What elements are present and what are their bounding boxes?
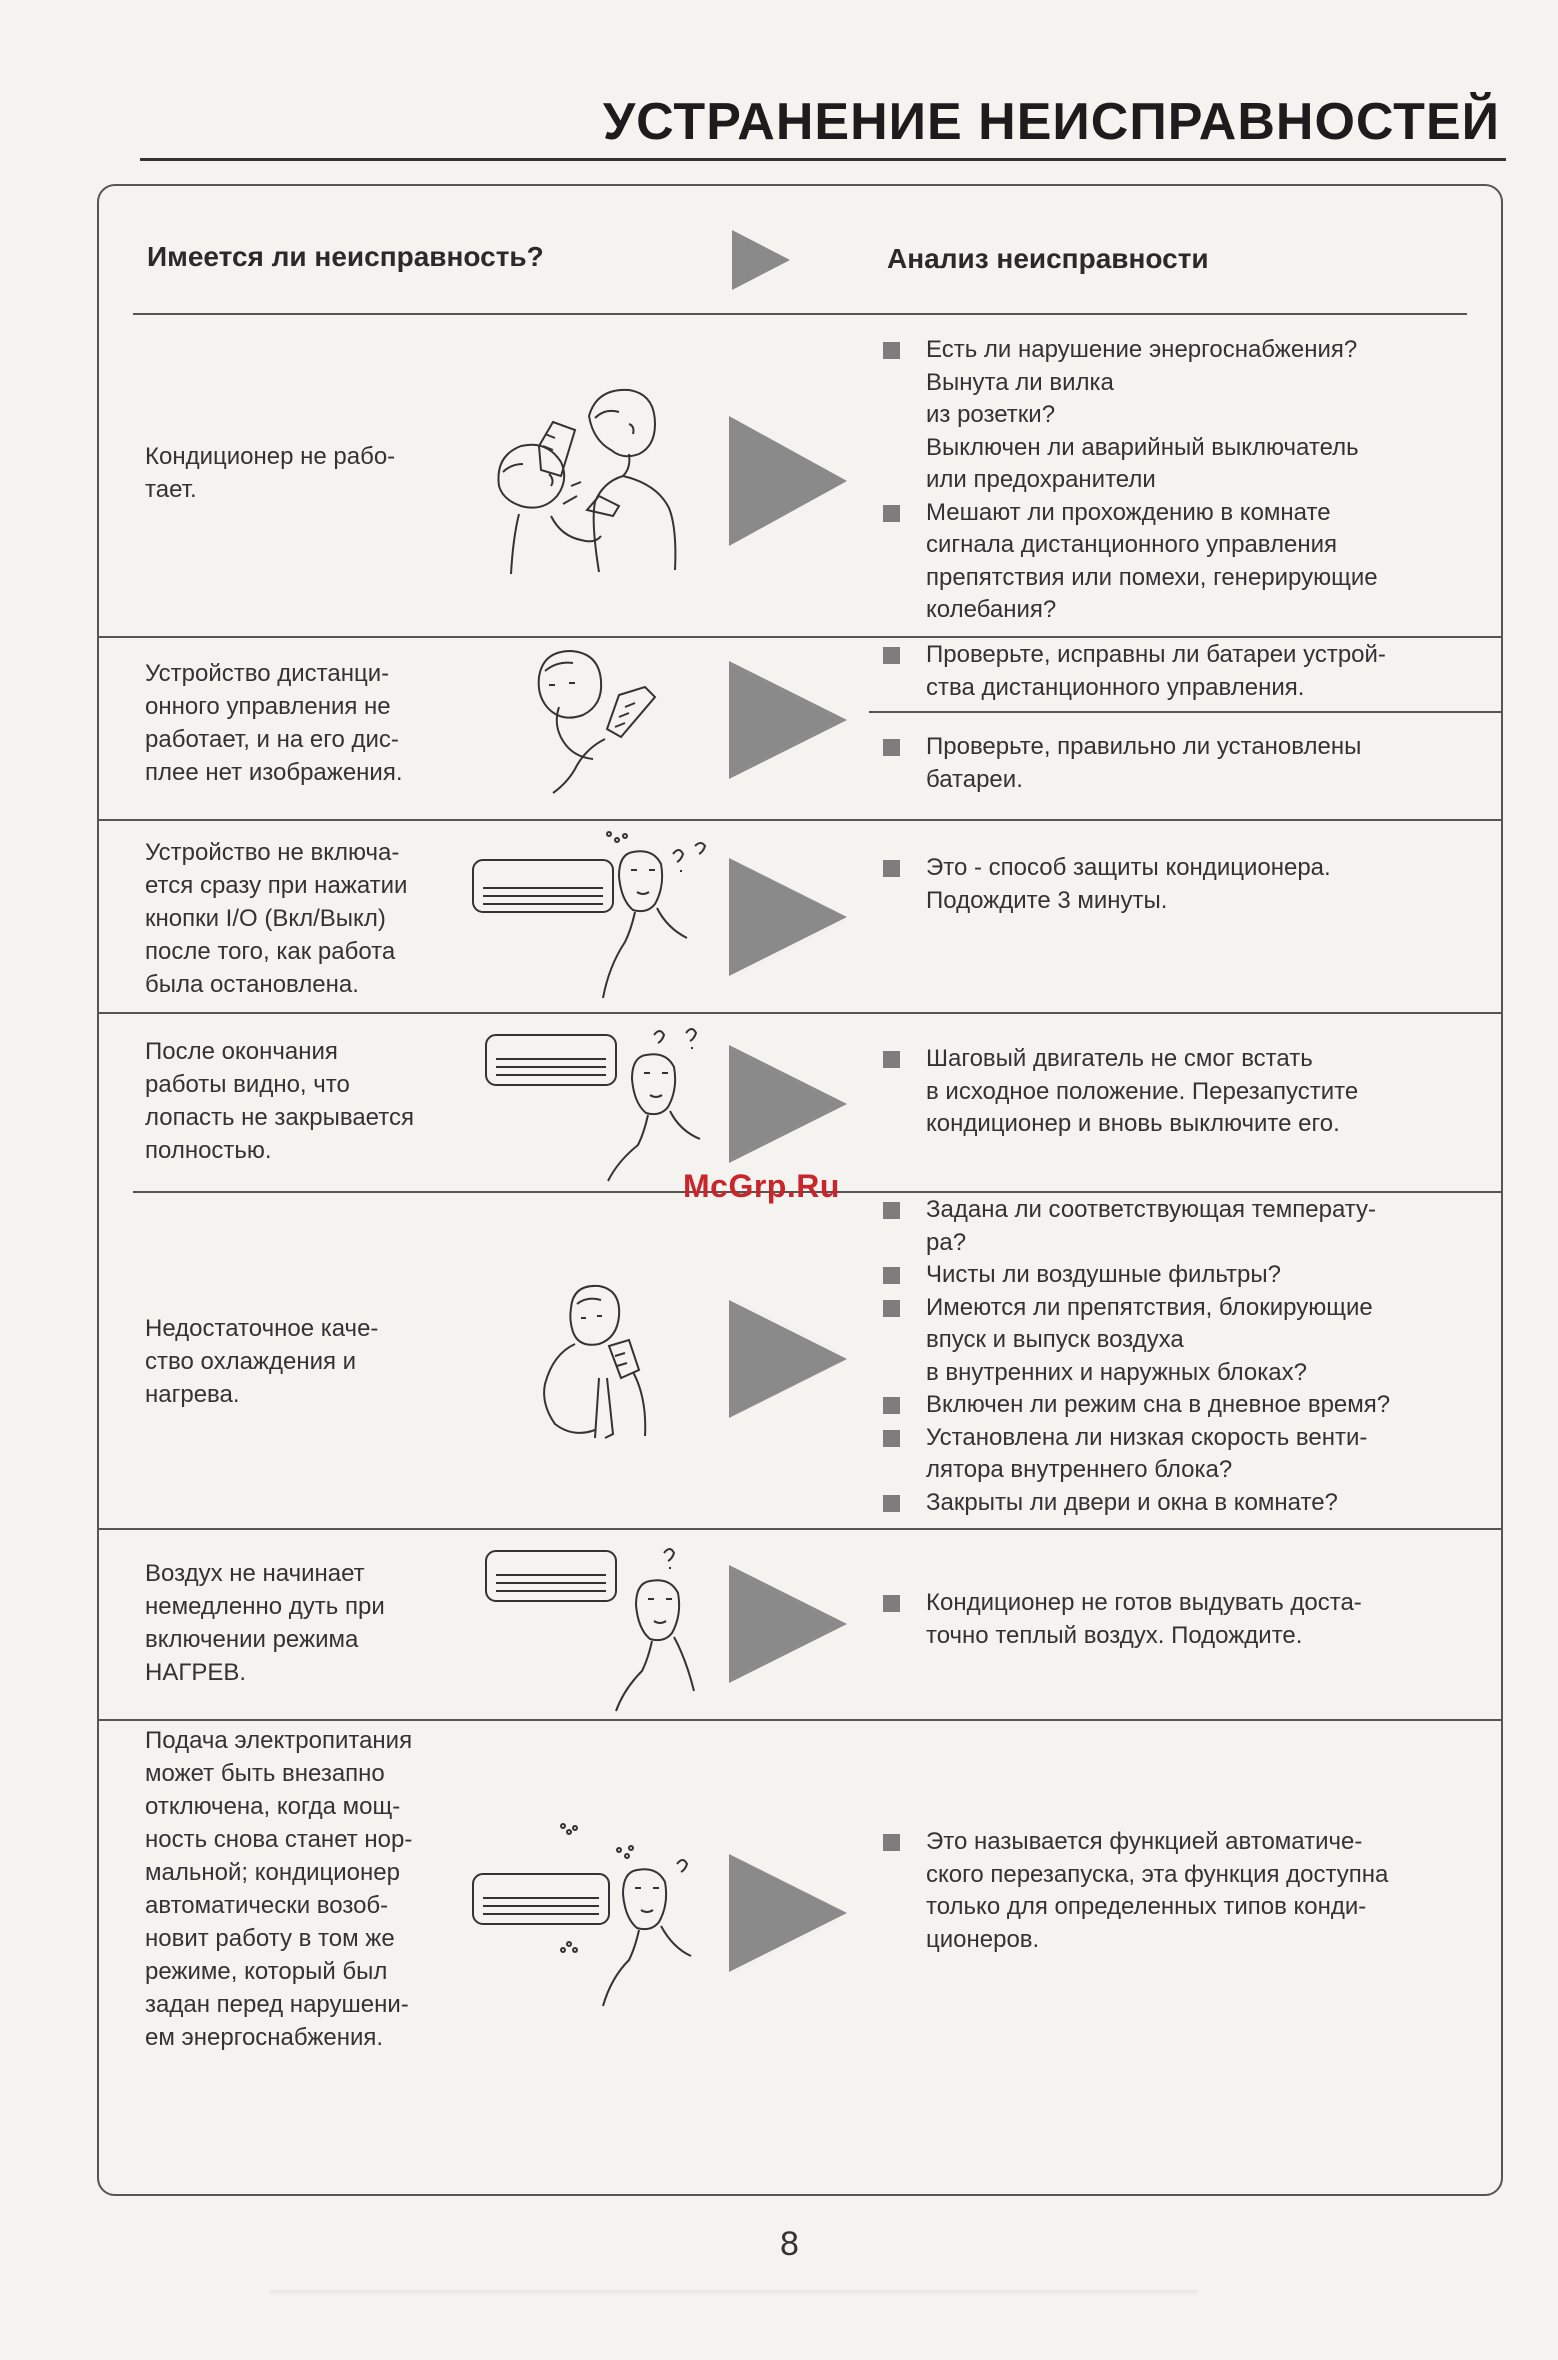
- cause-item: Установлена ли низкая скорость венти- лятора внутреннего блока?: [883, 1422, 1390, 1487]
- bullet-icon: [883, 1397, 900, 1414]
- cause-list: [883, 852, 1331, 917]
- mother-and-child-with-remote-illustration: [479, 376, 699, 576]
- bullet-icon: [883, 1430, 900, 1447]
- cause-item: Шаговый двигатель не смог встать в исходное положение. Перезапустите кондиционер и вновь выключите его.: [883, 1043, 1358, 1141]
- cause-list: [883, 639, 1386, 704]
- bullet-icon: [883, 505, 900, 522]
- table-row: [99, 1529, 1501, 1719]
- bullet-icon: [883, 739, 900, 756]
- table-row: [99, 1013, 1501, 1191]
- arrow-icon: [729, 416, 847, 546]
- arrow-icon: [729, 1300, 847, 1418]
- cause-item: Включен ли режим сна в дневное время?: [883, 1389, 1390, 1422]
- air-conditioner-and-puzzled-man-illustration: [471, 1820, 711, 2010]
- cause-list: [883, 731, 1361, 796]
- man-holding-remote-illustration: [519, 647, 689, 797]
- bullet-icon: [883, 1834, 900, 1851]
- table-header: [99, 186, 1501, 314]
- bullet-icon: [883, 1202, 900, 1219]
- page-number: 8: [780, 2225, 799, 2263]
- table-row: [99, 637, 1501, 819]
- title-underline: [140, 158, 1506, 161]
- symptom-text: Устройство дистанци- онного управления не работает, и на его дис- плее нет изображения.: [145, 660, 403, 786]
- cause-item: Проверьте, исправны ли батареи устрой- ства дистанционного управления.: [883, 639, 1386, 704]
- symptom-text: После окончания работы видно, что лопасть не закрывается полностью.: [145, 1038, 414, 1164]
- header-problem: Имеется ли неисправность?: [147, 241, 544, 272]
- header-analysis: Анализ неисправности: [887, 243, 1209, 274]
- cause-list: [883, 1194, 1390, 1519]
- symptom-text: Устройство не включа- ется сразу при нажатии кнопки I/O (Вкл/Выкл) после того, как работа была остановлена.: [145, 839, 408, 998]
- cause-list: [883, 1587, 1362, 1652]
- table-row: [99, 1720, 1501, 2192]
- bullet-icon: [883, 647, 900, 664]
- bullet-icon: [883, 860, 900, 877]
- cause-item: Чисты ли воздушные фильтры?: [883, 1259, 1390, 1292]
- arrow-icon: [729, 1854, 847, 1972]
- cause-item: Есть ли нарушение энергоснабжения? Вынута ли вилка из розетки? Выключен ли аварийный выключатель или предохранители: [883, 334, 1378, 497]
- cause-list: [883, 334, 1378, 627]
- page-title: УСТРАНЕНИЕ НЕИСПРАВНОСТЕЙ: [602, 93, 1500, 151]
- arrow-icon: [729, 858, 847, 976]
- symptom-text: Подача электропитания может быть внезапно отключена, когда мощ- ность снова станет нор- мальной; кондиционер автоматически возоб- новит работу в том же режиме, который был задан перед нарушени- ем энергоснабжения.: [145, 1727, 413, 2051]
- cause-item: Закрыты ли двери и окна в комнате?: [883, 1487, 1390, 1520]
- table-row: [99, 1192, 1501, 1528]
- cause-item: Мешают ли прохождению в комнате сигнала дистанционного управления препятствия или помехи, генерирующие колебания?: [883, 497, 1378, 627]
- bullet-icon: [883, 1267, 900, 1284]
- cause-item: Это называется функцией автоматиче- ского перезапуска, эта функция доступна только для определенных типов конди- ционеров.: [883, 1826, 1388, 1956]
- cause-item: Кондиционер не готов выдувать доста- точно теплый воздух. Подождите.: [883, 1587, 1362, 1652]
- cause-item: Проверьте, правильно ли установлены батареи.: [883, 731, 1361, 796]
- cause-item: Задана ли соответствующая температу- ра?: [883, 1194, 1390, 1259]
- cause-item: Это - способ защиты кондиционера. Подождите 3 минуты.: [883, 852, 1331, 917]
- arrow-icon: [729, 1045, 847, 1163]
- cause-item: Имеются ли препятствия, блокирующие впуск и выпуск воздуха в внутренних и наружных блоках?: [883, 1292, 1390, 1390]
- bullet-icon: [883, 1051, 900, 1068]
- bullet-icon: [883, 1300, 900, 1317]
- symptom-text: Воздух не начинает немедленно дуть при включении режима НАГРЕВ.: [145, 1560, 385, 1686]
- table-row: [99, 820, 1501, 1012]
- symptom-text: Кондиционер не рабо- тает.: [145, 443, 396, 503]
- air-conditioner-and-puzzled-man-illustration: [471, 830, 711, 1002]
- air-conditioner-and-puzzled-man-illustration: [484, 1023, 704, 1183]
- arrow-icon: [729, 661, 847, 779]
- cause-list: [883, 1043, 1358, 1141]
- bullet-icon: [883, 1595, 900, 1612]
- cause-divider: [869, 711, 1501, 713]
- air-conditioner-and-puzzled-man-illustration: [484, 1545, 704, 1715]
- symptom-text: Недостаточное каче- ство охлаждения и нагрева.: [145, 1315, 379, 1408]
- header-arrow-icon: [732, 230, 790, 290]
- table-row: [99, 314, 1501, 636]
- bullet-icon: [883, 342, 900, 359]
- bottom-shadow: [270, 2290, 1198, 2296]
- watermark: McGrp.Ru: [683, 1168, 840, 1204]
- bullet-icon: [883, 1495, 900, 1512]
- cause-list: [883, 1826, 1388, 1956]
- arrow-icon: [729, 1565, 847, 1683]
- man-holding-remote-illustration: [529, 1282, 669, 1442]
